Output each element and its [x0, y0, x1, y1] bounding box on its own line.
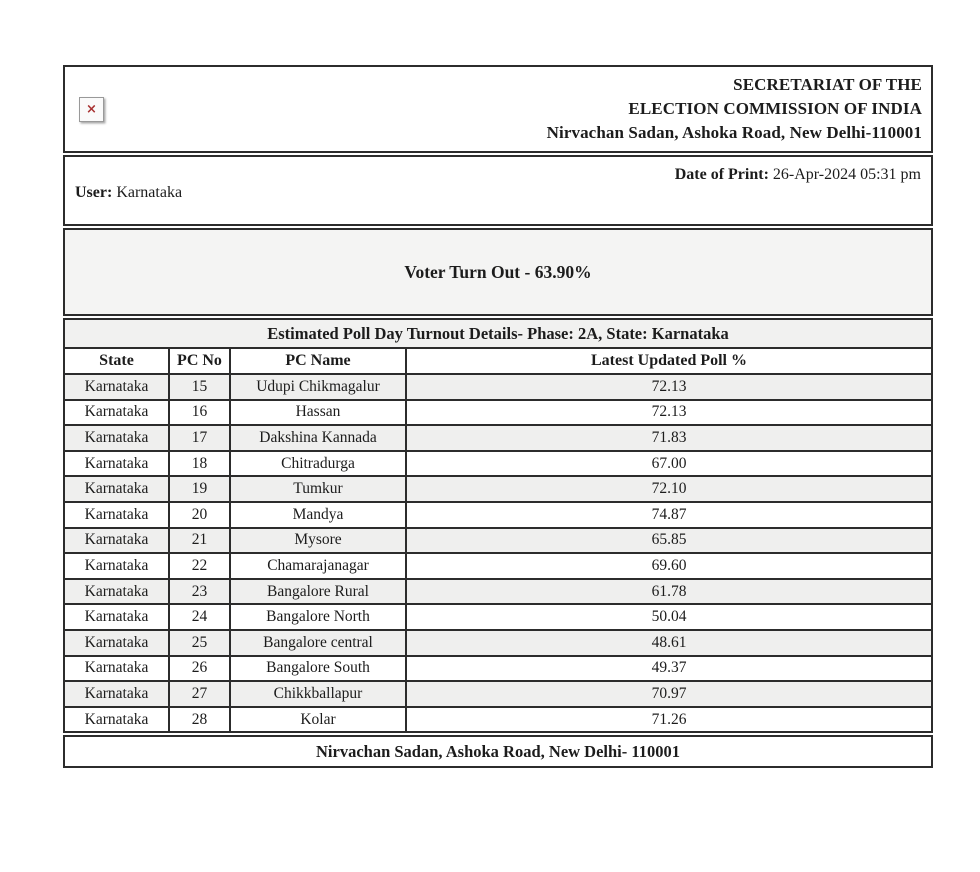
- cell-poll-pct: 50.04: [406, 604, 932, 630]
- cell-state: Karnataka: [64, 553, 169, 579]
- cell-pc-name: Chikkballapur: [230, 681, 406, 707]
- print-date-line: [675, 166, 921, 184]
- cell-state: Karnataka: [64, 630, 169, 656]
- user-label: User:: [75, 184, 113, 201]
- table-row: [64, 656, 932, 682]
- header-section: [63, 65, 933, 153]
- table-header-row: [64, 348, 932, 374]
- table-row: [64, 476, 932, 502]
- broken-image-icon: ×: [79, 97, 104, 122]
- turnout-table-section: [63, 318, 933, 733]
- table-row: [64, 502, 932, 528]
- cell-pc-name: Dakshina Kannada: [230, 425, 406, 451]
- table-row: [64, 630, 932, 656]
- cell-pc-no: 22: [169, 553, 230, 579]
- cell-poll-pct: 72.13: [406, 400, 932, 426]
- table-row: [64, 553, 932, 579]
- user-line: [75, 184, 182, 202]
- cell-state: Karnataka: [64, 681, 169, 707]
- turnout-table-body: [64, 374, 932, 732]
- cell-state: Karnataka: [64, 656, 169, 682]
- cell-poll-pct: 70.97: [406, 681, 932, 707]
- table-row: [64, 400, 932, 426]
- cell-pc-no: 18: [169, 451, 230, 477]
- cell-pc-no: 26: [169, 656, 230, 682]
- meta-section: [63, 155, 933, 226]
- org-line-secretariat: SECRETARIAT OF THE: [733, 75, 922, 94]
- cell-pc-no: 28: [169, 707, 230, 733]
- cell-state: Karnataka: [64, 528, 169, 554]
- col-pc-no: PC No: [169, 348, 230, 374]
- print-date-value: 26-Apr-2024 05:31 pm: [768, 166, 921, 183]
- table-title: Estimated Poll Day Turnout Details- Phase: 2A, State: Karnataka: [267, 323, 729, 343]
- cell-pc-no: 17: [169, 425, 230, 451]
- cell-pc-name: Chamarajanagar: [230, 553, 406, 579]
- table-row: [64, 681, 932, 707]
- cell-state: Karnataka: [64, 374, 169, 400]
- cell-pc-no: 19: [169, 476, 230, 502]
- cell-poll-pct: 72.10: [406, 476, 932, 502]
- cell-poll-pct: 71.83: [406, 425, 932, 451]
- cell-state: Karnataka: [64, 502, 169, 528]
- footer-text: Nirvachan Sadan, Ashoka Road, New Delhi- 110001: [316, 741, 680, 761]
- turnout-table: [63, 347, 933, 733]
- cell-pc-no: 24: [169, 604, 230, 630]
- user-value: Karnataka: [112, 184, 183, 201]
- table-row: [64, 425, 932, 451]
- cell-pc-name: Bangalore North: [230, 604, 406, 630]
- cell-pc-name: Hassan: [230, 400, 406, 426]
- cell-pc-no: 20: [169, 502, 230, 528]
- cell-pc-name: Mysore: [230, 528, 406, 554]
- cell-pc-name: Mandya: [230, 502, 406, 528]
- table-title-bar: [63, 318, 933, 347]
- footer-section: [63, 735, 933, 768]
- cell-poll-pct: 61.78: [406, 579, 932, 605]
- cell-state: Karnataka: [64, 476, 169, 502]
- cell-state: Karnataka: [64, 579, 169, 605]
- org-line-address: Nirvachan Sadan, Ashoka Road, New Delhi-110001: [546, 123, 922, 142]
- org-name-block: [185, 73, 922, 145]
- cell-poll-pct: 72.13: [406, 374, 932, 400]
- cell-pc-name: Bangalore central: [230, 630, 406, 656]
- voter-turnout-section: [63, 228, 933, 316]
- table-row: [64, 604, 932, 630]
- voter-turnout-text: Voter Turn Out - 63.90%: [404, 261, 592, 282]
- cell-poll-pct: 49.37: [406, 656, 932, 682]
- table-row: [64, 707, 932, 733]
- cell-poll-pct: 65.85: [406, 528, 932, 554]
- cell-pc-no: 21: [169, 528, 230, 554]
- col-poll-pct: Latest Updated Poll %: [406, 348, 932, 374]
- cell-state: Karnataka: [64, 400, 169, 426]
- cell-pc-name: Udupi Chikmagalur: [230, 374, 406, 400]
- cell-pc-name: Tumkur: [230, 476, 406, 502]
- cell-pc-no: 23: [169, 579, 230, 605]
- cell-state: Karnataka: [64, 604, 169, 630]
- table-row: [64, 374, 932, 400]
- cell-pc-name: Bangalore Rural: [230, 579, 406, 605]
- cell-pc-no: 27: [169, 681, 230, 707]
- table-row: [64, 451, 932, 477]
- cell-pc-name: Kolar: [230, 707, 406, 733]
- cell-poll-pct: 71.26: [406, 707, 932, 733]
- print-date-label: Date of Print:: [674, 166, 769, 183]
- col-state: State: [64, 348, 169, 374]
- cell-pc-name: Chitradurga: [230, 451, 406, 477]
- cell-state: Karnataka: [64, 707, 169, 733]
- col-pc-name: PC Name: [230, 348, 406, 374]
- cell-poll-pct: 48.61: [406, 630, 932, 656]
- table-row: [64, 528, 932, 554]
- cell-pc-no: 15: [169, 374, 230, 400]
- table-row: [64, 579, 932, 605]
- document: [63, 65, 933, 768]
- cell-state: Karnataka: [64, 425, 169, 451]
- cell-poll-pct: 67.00: [406, 451, 932, 477]
- cell-pc-no: 16: [169, 400, 230, 426]
- cell-pc-name: Bangalore South: [230, 656, 406, 682]
- cell-poll-pct: 69.60: [406, 553, 932, 579]
- cell-state: Karnataka: [64, 451, 169, 477]
- org-line-commission: ELECTION COMMISSION OF INDIA: [628, 99, 922, 118]
- cell-pc-no: 25: [169, 630, 230, 656]
- cell-poll-pct: 74.87: [406, 502, 932, 528]
